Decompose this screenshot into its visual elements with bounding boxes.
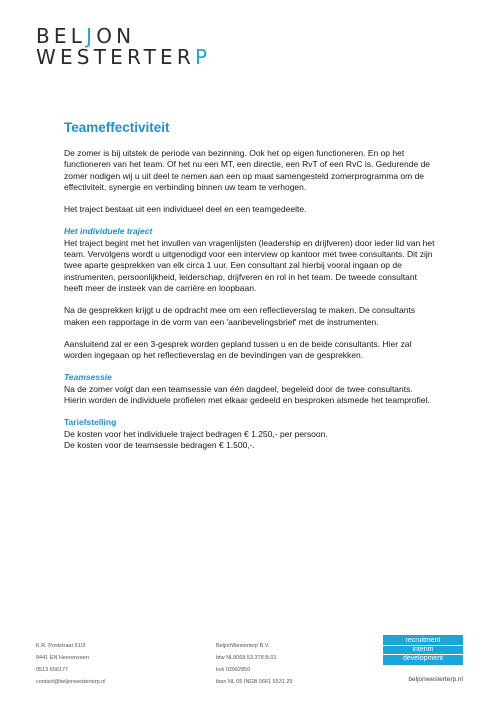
individueel-paragraph-2: Na de gesprekken krijgt u de opdracht mee om een reflectieverslag te maken. De consultants maken een rapportage in de vorm van een 'aanbevelingsbrief' met de instrumenten. <box>64 305 416 327</box>
footer-company-name: BeljonWesterterp B.V. <box>216 643 270 649</box>
tarief-line-2: De kosten voor de teamsessie bedragen € 1.500,-. <box>64 439 255 450</box>
badge-recruitment: recruitment <box>383 637 463 646</box>
footer-address-street: K.R. Poststraat 91/3 <box>36 643 86 649</box>
section-heading-tarief: Tariefstelling <box>64 417 117 428</box>
section-heading-teamsessie: Teamsessie <box>64 372 112 383</box>
footer-kvk: kvk 02062850 <box>216 667 251 673</box>
tarief-paragraph <box>64 429 436 452</box>
individueel-paragraph-3: Aansluitend zal er een 3-gesprek worden gepland tussen u en de beide consultants. Hier zal worden ingegaan op het reflectieverslag en de bevindingen van de gesprekken. <box>64 338 412 361</box>
footer-website-link[interactable]: beljonwesterterp.nl <box>408 676 463 683</box>
badge-development: development <box>402 655 444 662</box>
footer-btw: btw NL8069.53.378.B.01 <box>216 655 277 661</box>
footer-address-postal: 8441 EN Heerenveen <box>36 655 89 661</box>
footer-company-info <box>216 640 293 688</box>
footer-address <box>36 640 105 688</box>
page-title: Teameffectiviteit <box>64 120 170 135</box>
footer <box>36 637 463 688</box>
traject-paragraph: Het traject bestaat uit een individueel deel en een teamgedeelte. <box>64 204 307 215</box>
teamsessie-paragraph: Na de zomer volgt dan een teamsessie van één dagdeel, begeleid door de twee consultants. Hierin worden de individuele profielen met elkaar gedeeld en besproken alsmede het teamprofiel. <box>64 383 430 406</box>
footer-email-link[interactable]: contact@beljonwesterterp.nl <box>36 679 106 685</box>
footer-phone: 0513 656177 <box>36 667 69 673</box>
logo-line-1: BELJON <box>36 24 136 48</box>
individueel-paragraph-1: Het traject begint met het invullen van vragenlijsten (leadership en drijfveren) door ieder lid van het team. Vervolgens wordt u uitgenodigd voor een interview op kantoor met twee consultants. Dit zijn twee aparte gesprekken van elk circa 1 uur. Een consultant zal hierbij vooral ingaan op de instrumenten, persoonlijkheid, leiderschap, drijfveren en rol in het team. De tweede consultant heeft meer de insteek van de carrière en loopbaan. <box>64 237 435 293</box>
services-badge <box>383 635 463 665</box>
badge-interim: interim <box>383 646 463 655</box>
document-body <box>64 120 436 462</box>
logo-line-2: WESTERTERP <box>36 45 212 69</box>
company-logo <box>36 26 211 68</box>
section-heading-individueel: Het individuele traject <box>64 226 153 237</box>
footer-iban: iban NL 05 INGB 0661 6531 29 <box>216 679 293 685</box>
tarief-line-1: De kosten voor het individuele traject bedragen € 1.250,- per persoon. <box>64 428 328 439</box>
intro-paragraph: De zomer is bij uitstek de periode van bezinning. Ook het op eigen functioneren. En op het functioneren van het team. Of het nu een MT, een directie, een RvT of een RvC is. Gedurende de zomer nodigen wij u uit deel te nemen aan een op maat samengesteld zomerprogramma om de effectiviteit, synergie en verbinding binnen uw team te verhogen. <box>64 148 431 192</box>
